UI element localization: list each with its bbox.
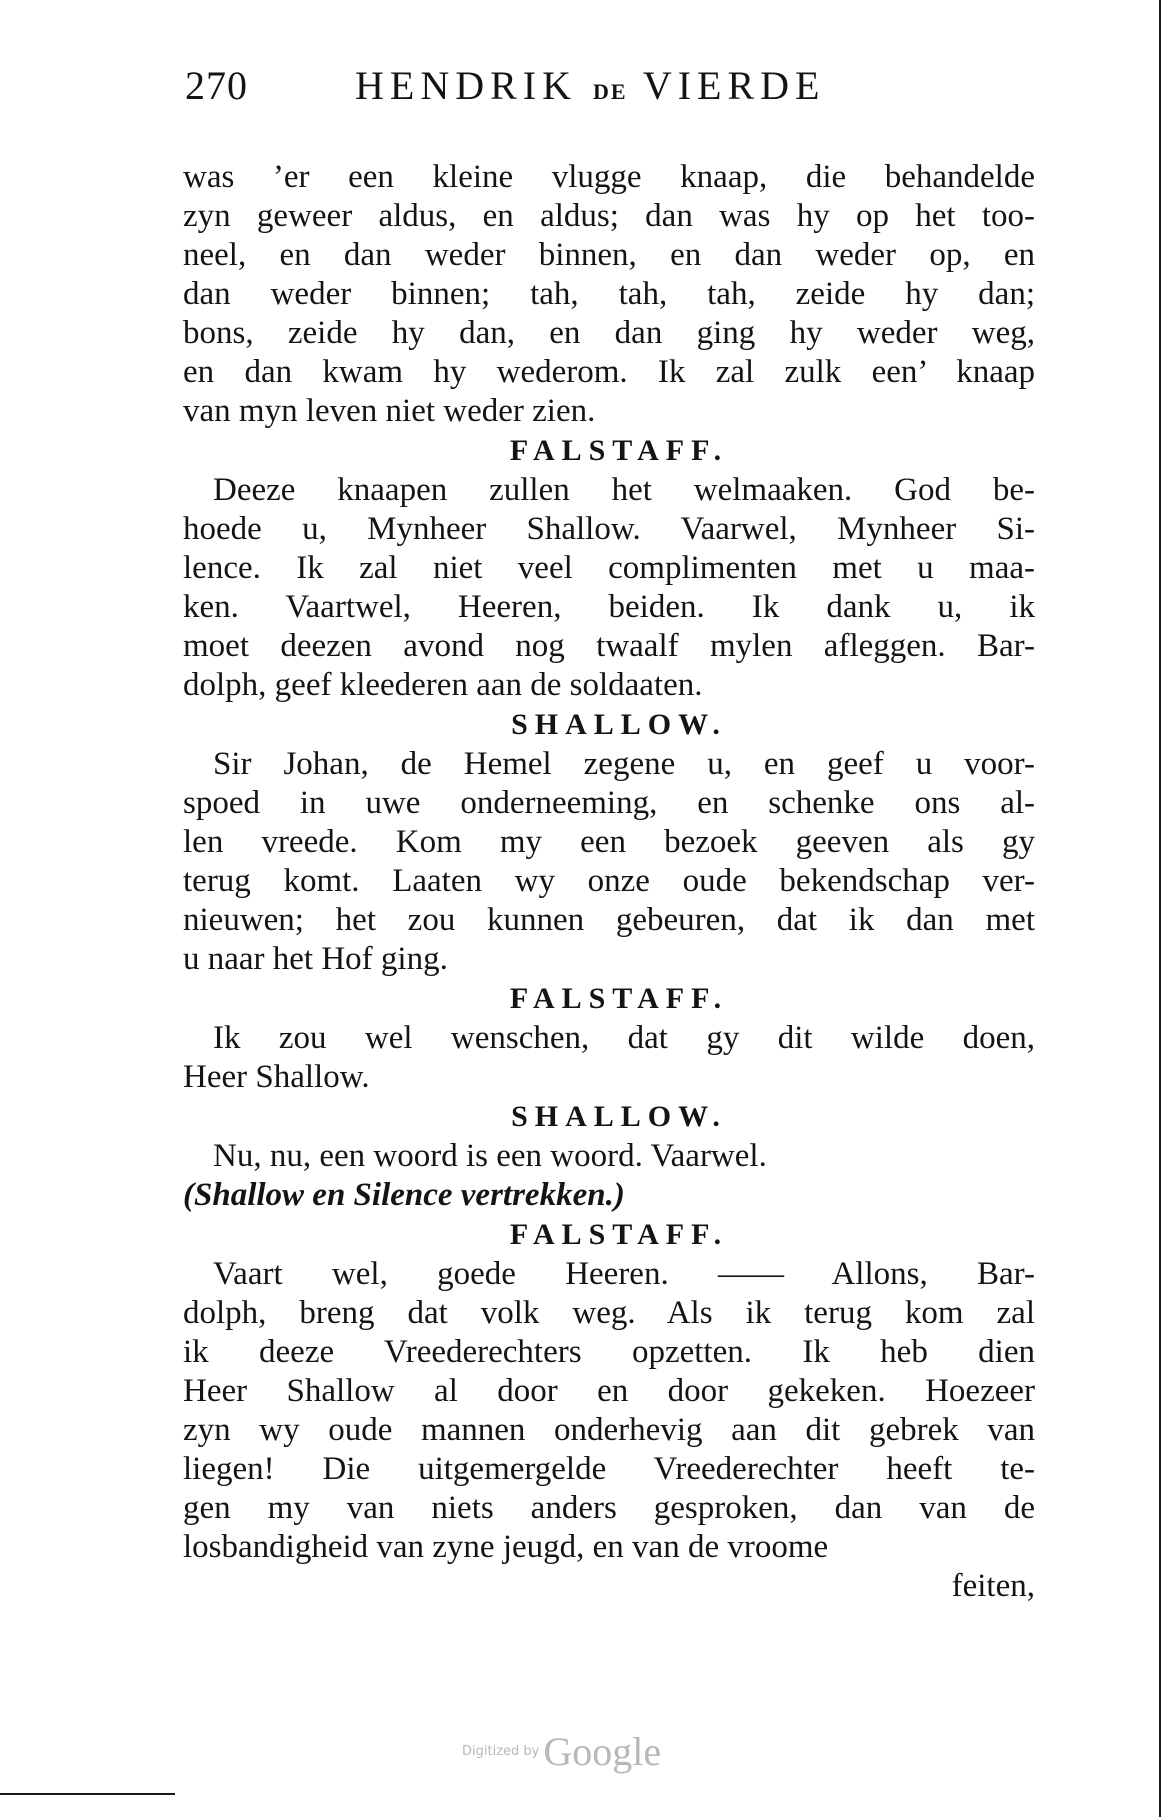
speech-paragraph — [183, 158, 1035, 431]
page-number: 270 — [185, 63, 248, 108]
text-line: Nu, nu, een woord is een woord. Vaarwel. — [213, 1138, 767, 1174]
text-line: Heer Shallow al door en door gekeken. Hoezeer — [183, 1373, 1035, 1409]
text-line: dan weder binnen; tah, tah, tah, zeide hy dan; — [183, 276, 1035, 312]
text-line: dolph, breng dat volk weg. Als ik terug kom zal — [183, 1295, 1035, 1331]
text-line: losbandigheid van zyne jeugd, en van de vroome — [183, 1529, 829, 1565]
text-line: zyn geweer aldus, en aldus; dan was hy op het too- — [183, 198, 1035, 234]
text-line: gen my van niets anders gesproken, dan van de — [183, 1490, 1035, 1526]
text-line: neel, en dan weder binnen, en dan weder op, en — [183, 237, 1035, 273]
text-line: en dan kwam hy wederom. Ik zal zulk een’ knaap — [183, 354, 1035, 390]
catchword — [183, 1567, 1035, 1606]
text-line: (Shallow en Silence vertrekken.) — [183, 1177, 625, 1213]
text-line: ik deeze Vreederechters opzetten. Ik heb dien — [183, 1334, 1035, 1370]
speaker-name: SHALLOW. — [511, 1100, 727, 1133]
speech-paragraph — [183, 1255, 1035, 1567]
running-title-de: DE — [592, 79, 628, 104]
text-line: len vreede. Kom my een bezoek geeven als gy — [183, 824, 1035, 860]
running-title-part1: HENDRIK — [355, 63, 577, 108]
text-line: feiten, — [951, 1568, 1035, 1604]
speaker-name: FALSTAFF. — [509, 1218, 729, 1251]
text-line: Deeze knaapen zullen het welmaaken. God be- — [213, 472, 1035, 508]
digitized-watermark — [462, 1728, 702, 1778]
text-line: zyn wy oude mannen onderhevig aan dit gebrek van — [183, 1412, 1035, 1448]
text-line: van myn leven niet weder zien. — [183, 393, 596, 429]
bottom-edge-line — [0, 1793, 175, 1795]
text-line: Heer Shallow. — [183, 1059, 370, 1095]
running-title-part2: VIERDE — [642, 63, 826, 108]
speaker-name: FALSTAFF. — [509, 982, 729, 1015]
running-title — [355, 62, 825, 109]
text-line: ken. Vaartwel, Heeren, beiden. Ik dank u, ik — [183, 589, 1035, 625]
google-logo: Google — [543, 1729, 662, 1774]
text-line: liegen! Die uitgemergelde Vreederechter heeft te- — [183, 1451, 1035, 1487]
speaker-name: FALSTAFF. — [509, 434, 729, 467]
speaker-name: SHALLOW. — [511, 708, 727, 741]
text-body — [183, 158, 1035, 1606]
stage-direction — [183, 1176, 1035, 1215]
page-header — [185, 62, 917, 122]
text-line: Vaart wel, goede Heeren. —— Allons, Bar- — [213, 1256, 1035, 1292]
text-line: nieuwen; het zou kunnen gebeuren, dat ik dan met — [183, 902, 1035, 938]
text-line: terug komt. Laaten wy onze oude bekendschap ver- — [183, 863, 1035, 899]
text-line: Sir Johan, de Hemel zegene u, en geef u voor- — [213, 746, 1035, 782]
watermark-prefix: Digitized by — [462, 1744, 540, 1759]
text-line: spoed in uwe onderneeming, en schenke ons al- — [183, 785, 1035, 821]
speech-paragraph — [183, 745, 1035, 979]
speech-paragraph — [183, 1137, 1035, 1176]
text-line: dolph, geef kleederen aan de soldaaten. — [183, 667, 703, 703]
text-line: lence. Ik zal niet veel complimenten met u maa- — [183, 550, 1035, 586]
text-line: Ik zou wel wenschen, dat gy dit wilde doen, — [213, 1020, 1035, 1056]
text-line: was ’er een kleine vlugge knaap, die behandelde — [183, 159, 1035, 195]
text-line: u naar het Hof ging. — [183, 941, 448, 977]
text-line: hoede u, Mynheer Shallow. Vaarwel, Mynheer Si- — [183, 511, 1035, 547]
speech-paragraph — [183, 1019, 1035, 1097]
speech-paragraph — [183, 471, 1035, 705]
text-line: bons, zeide hy dan, en dan ging hy weder weg, — [183, 315, 1035, 351]
text-line: moet deezen avond nog twaalf mylen afleggen. Bar- — [183, 628, 1035, 664]
